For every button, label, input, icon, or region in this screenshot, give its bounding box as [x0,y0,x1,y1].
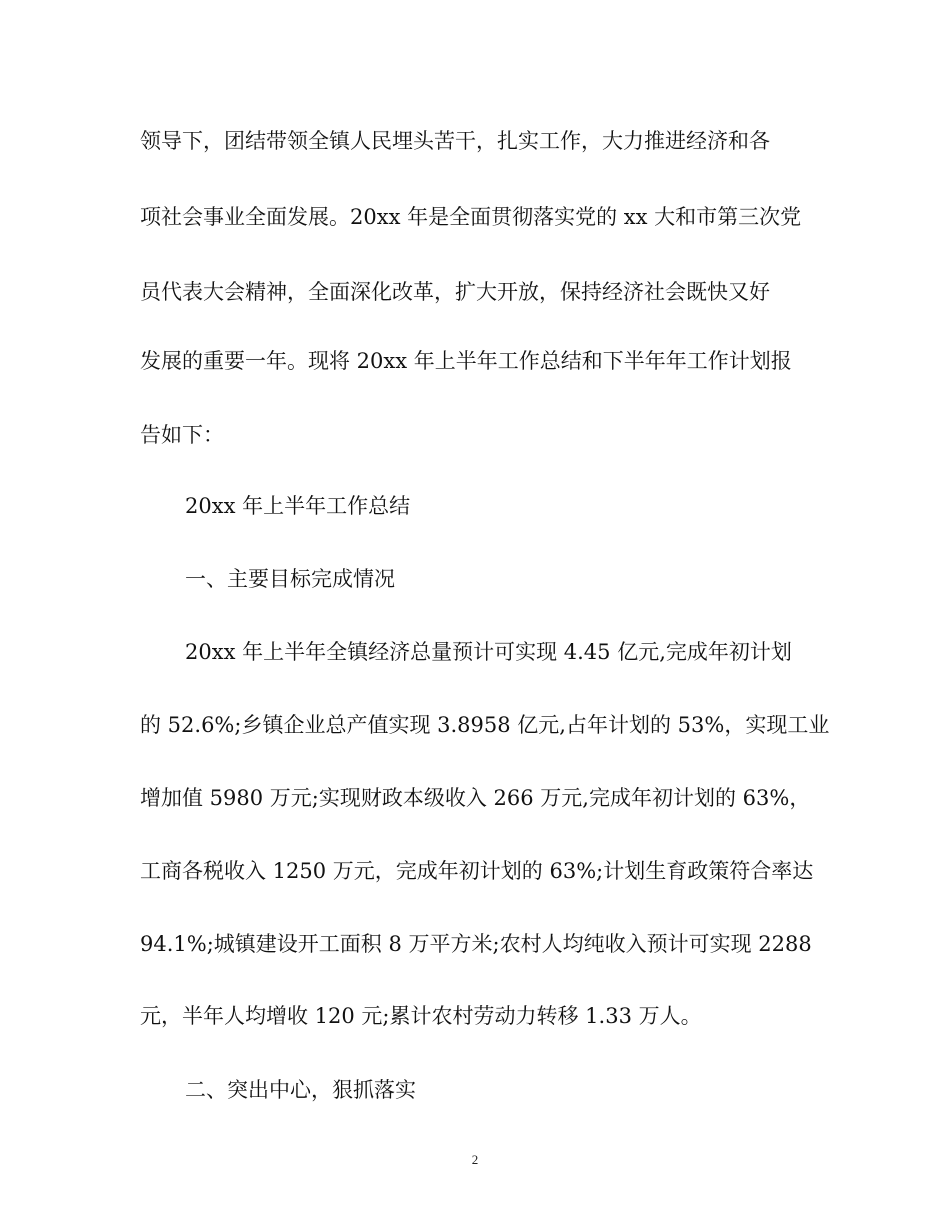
body-line: 94.1%;城镇建设开工面积 8 万平方米;农村人均纯收入预计可实现 2288 [140,932,812,956]
section-heading: 20xx 年上半年工作总结 [185,494,411,518]
subsection-heading: 一、主要目标完成情况 [185,567,395,591]
body-line: 增加值 5980 万元;实现财政本级收入 266 万元,完成年初计划的 63%， [140,786,811,810]
subsection-heading: 二、突出中心，狠抓落实 [185,1078,416,1102]
page-number: 2 [471,1152,479,1167]
body-line: 告如下： [140,423,224,447]
body-line: 元，半年人均增收 120 元;累计农村劳动力转移 1.33 万人。 [140,1004,702,1028]
body-line: 20xx 年上半年全镇经济总量预计可实现 4.45 亿元,完成年初计划 [185,640,792,664]
body-line: 的 52.6%;乡镇企业总产值实现 3.8958 亿元,占年计划的 53%，实现工业 [140,713,830,737]
body-line: 项社会事业全面发展。20xx 年是全面贯彻落实党的 xx 大和市第三次党 [140,205,802,229]
body-line: 领导下，团结带领全镇人民埋头苦干，扎实工作，大力推进经济和各 [140,129,770,153]
body-line: 发展的重要一年。现将 20xx 年上半年工作总结和下半年年工作计划报 [140,349,792,373]
body-line: 员代表大会精神，全面深化改革，扩大开放，保持经济社会既快又好 [140,280,770,304]
body-line: 工商各税收入 1250 万元，完成年初计划的 63%;计划生育政策符合率达 [140,859,814,883]
